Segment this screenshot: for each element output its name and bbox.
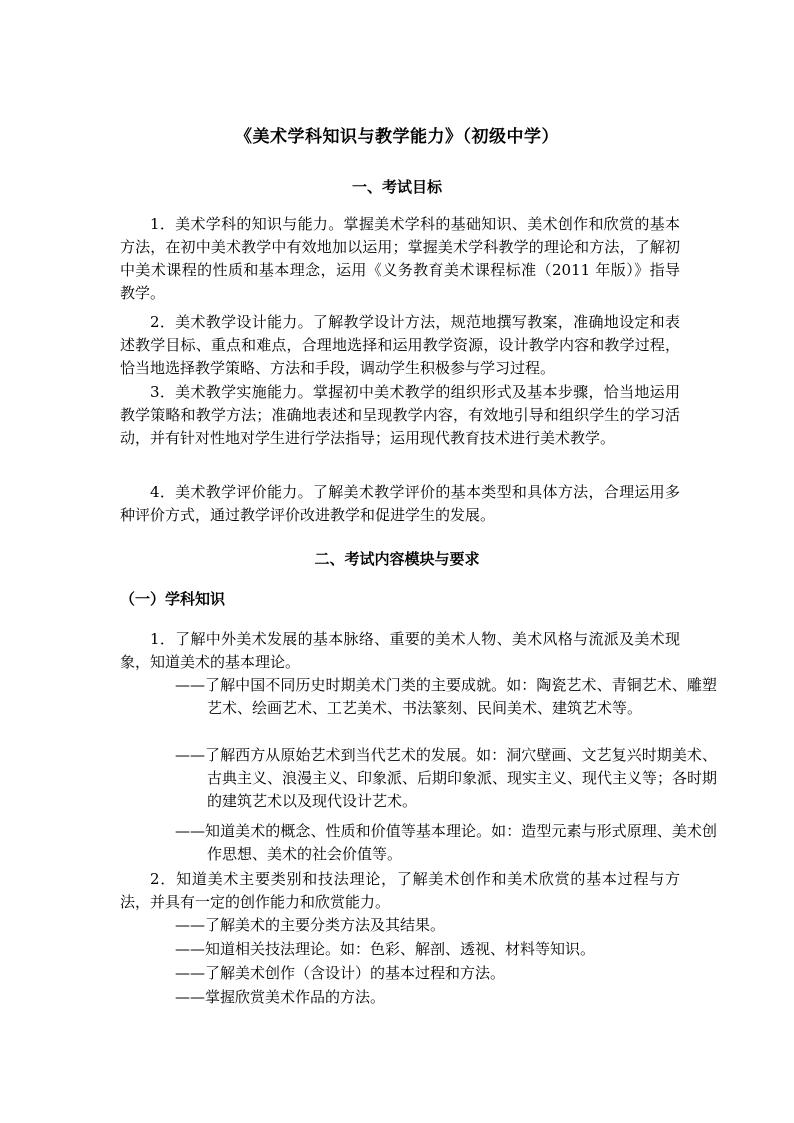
list-item: ——了解中国不同历史时期美术门类的主要成就。如：陶瓷艺术、青铜艺术、雕塑艺术、绘画艺术、工艺美术、书法篆刻、民间美术、建筑艺术等。 — [175, 676, 717, 717]
list-item: ——知道美术的概念、性质和价值等基本理论。如：造型元素与形式原理、美术创作思想、美术的社会价值等。 — [175, 822, 717, 863]
list-item: ——知道相关技法理论。如：色彩、解剖、透视、材料等知识。 — [175, 940, 596, 958]
section-heading-exam-goals: 一、考试目标 — [351, 178, 442, 196]
section-heading-content-modules: 二、考试内容模块与要求 — [314, 550, 480, 568]
paragraph-goal-4: 4．美术教学评价能力。了解美术教学评价的基本类型和具体方法，合理运用多种评价方式，通过教学评价改进教学和促进学生的发展。 — [120, 483, 680, 524]
list-item: ——了解西方从原始艺术到当代艺术的发展。如：洞穴壁画、文艺复兴时期美术、古典主义、浪漫主义、印象派、后期印象派、现实主义、现代主义等；各时期的建筑艺术以及现代设计艺术。 — [175, 746, 718, 810]
list-item: ——掌握欣赏美术作品的方法。 — [175, 988, 386, 1006]
paragraph-goal-1: 1．美术学科的知识与能力。掌握美术学科的基础知识、美术创作和欣赏的基本方法，在初中美术教学中有效地加以运用；掌握美术学科教学的理论和方法，了解初中美术课程的性质和基本理念，运用《义务教育美术课程标准（2011 年版）》指导教学。 — [120, 215, 680, 302]
paragraph-knowledge-2: 2．知道美术主要类别和技法理论，了解美术创作和美术欣赏的基本过程与方法，并具有一定的创作能力和欣赏能力。 — [120, 870, 680, 911]
paragraph-knowledge-1: 1．了解中外美术发展的基本脉络、重要的美术人物、美术风格与流派及美术现象，知道美术的基本理论。 — [120, 630, 680, 671]
document-title: 《美术学科知识与教学能力》（初级中学） — [235, 127, 559, 147]
paragraph-goal-2: 2．美术教学设计能力。了解教学设计方法，规范地撰写教案，准确地设定和表述教学目标、重点和难点，合理地选择和运用教学资源，设计教学内容和教学过程，恰当地选择教学策略、方法和手段，调动学生积极参与学习过程。 — [120, 313, 680, 377]
list-item: ——了解美术的主要分类方法及其结果。 — [175, 916, 446, 934]
subheading-subject-knowledge: （一）学科知识 — [120, 590, 226, 608]
paragraph-goal-3: 3．美术教学实施能力。掌握初中美术教学的组织形式及基本步骤，恰当地运用教学策略和教学方法；准确地表述和呈现教学内容，有效地引导和组织学生的学习活动，并有针对性地对学生进行学法指导；运用现代教育技术进行美术教学。 — [120, 383, 680, 447]
list-item: ——了解美术创作（含设计）的基本过程和方法。 — [175, 964, 506, 982]
